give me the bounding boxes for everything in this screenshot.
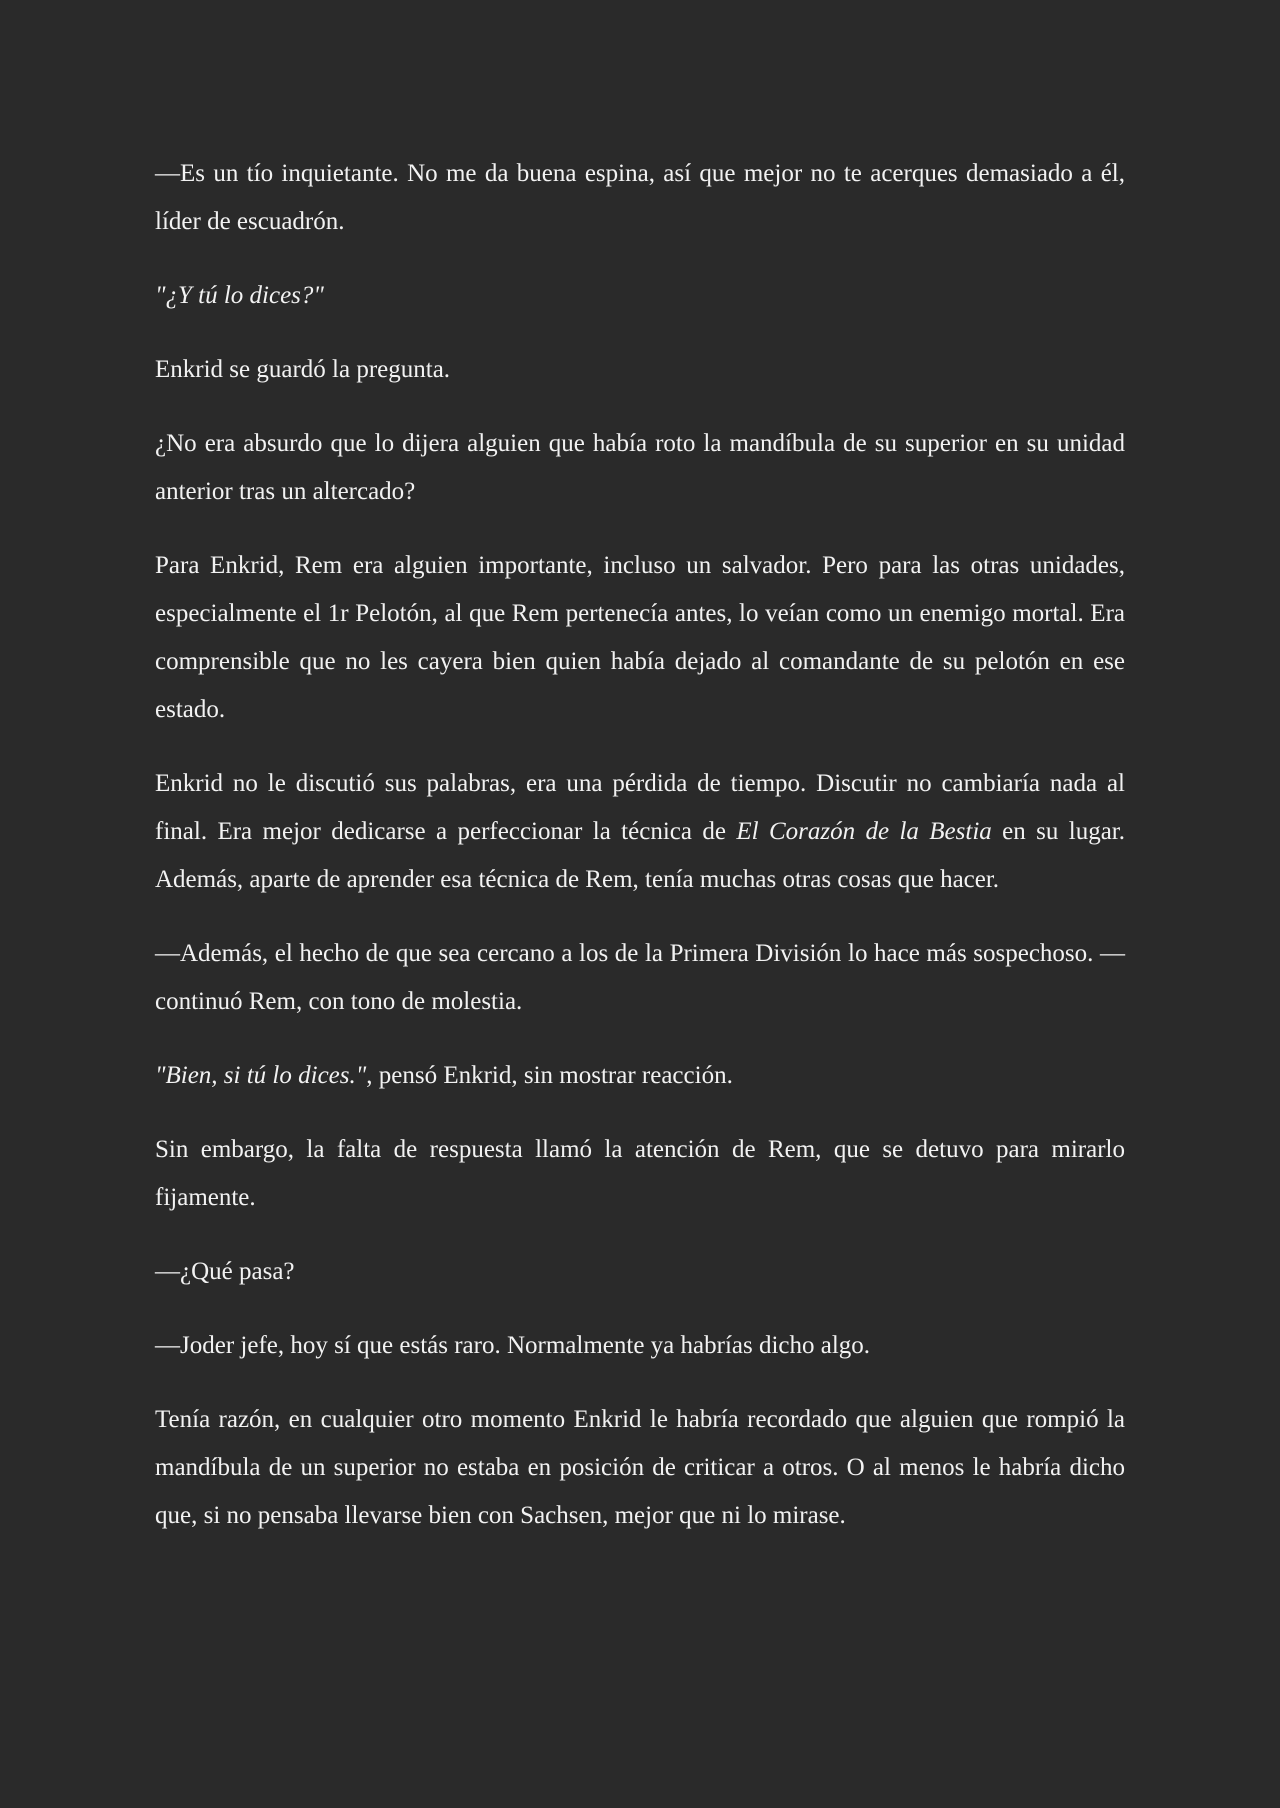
- paragraph-dialogue-rem-warning: —Es un tío inquietante. No me da buena espina, así que mejor no te acerques demasiado a él, líder de escuadrón.: [155, 160, 1125, 235]
- paragraph-rem-importance: Para Enkrid, Rem era alguien importante, incluso un salvador. Pero para las otras unidades, especialmente el 1r Pelotón, al que Rem pertenecía antes, lo veían como un enemigo mortal. Era comprensible que no les cayera bien quien había dejado al comandante de su pelotón en ese estado.: [155, 552, 1125, 723]
- paragraph-text-segment: Enkrid no le discutió sus palabras, era una pérdida de tiempo. Discutir no cambiaría nada al final. Era mejor dedicarse a perfeccionar la técnica de: [155, 770, 1125, 845]
- thought-quote: "Bien, si tú lo dices.": [155, 1062, 367, 1089]
- paragraph-enkrid-no-argue: [155, 760, 1125, 904]
- paragraph-thought-question: "¿Y tú lo dices?": [155, 282, 324, 309]
- paragraph-enkrid-kept-question: Enkrid se guardó la pregunta.: [155, 356, 451, 383]
- paragraph-text-segment: en su lugar. Además, aparte de aprender esa técnica de Rem, tenía muchas otras cosas que hacer.: [155, 818, 1125, 893]
- paragraph-lack-of-response: Sin embargo, la falta de respuesta llamó la atención de Rem, que se detuvo para mirarlo fijamente.: [155, 1136, 1125, 1211]
- technique-title: El Corazón de la Bestia: [736, 818, 992, 845]
- paragraph-dialogue-boss-weird: —Joder jefe, hoy sí que estás raro. Normalmente ya habrías dicho algo.: [155, 1332, 871, 1359]
- paragraph-he-was-right: Tenía razón, en cualquier otro momento Enkrid le habría recordado que alguien que rompió la mandíbula de un superior no estaba en posición de criticar a otros. O al menos le habría dicho que, si no pensaba llevarse bien con Sachsen, mejor que ni lo mirase.: [155, 1406, 1125, 1529]
- paragraph-dialogue-first-division: —Además, el hecho de que sea cercano a los de la Primera División lo hace más sospechoso. — continuó Rem, con tono de molestia.: [155, 940, 1125, 1015]
- paragraph-thought-if-you-say: [155, 1052, 1125, 1100]
- paragraph-dialogue-what: —¿Qué pasa?: [155, 1258, 295, 1285]
- paragraph-absurd-question: ¿No era absurdo que lo dijera alguien que había roto la mandíbula de su superior en su unidad anterior tras un altercado?: [155, 430, 1125, 505]
- paragraph-text-segment: , pensó Enkrid, sin mostrar reacción.: [366, 1062, 733, 1089]
